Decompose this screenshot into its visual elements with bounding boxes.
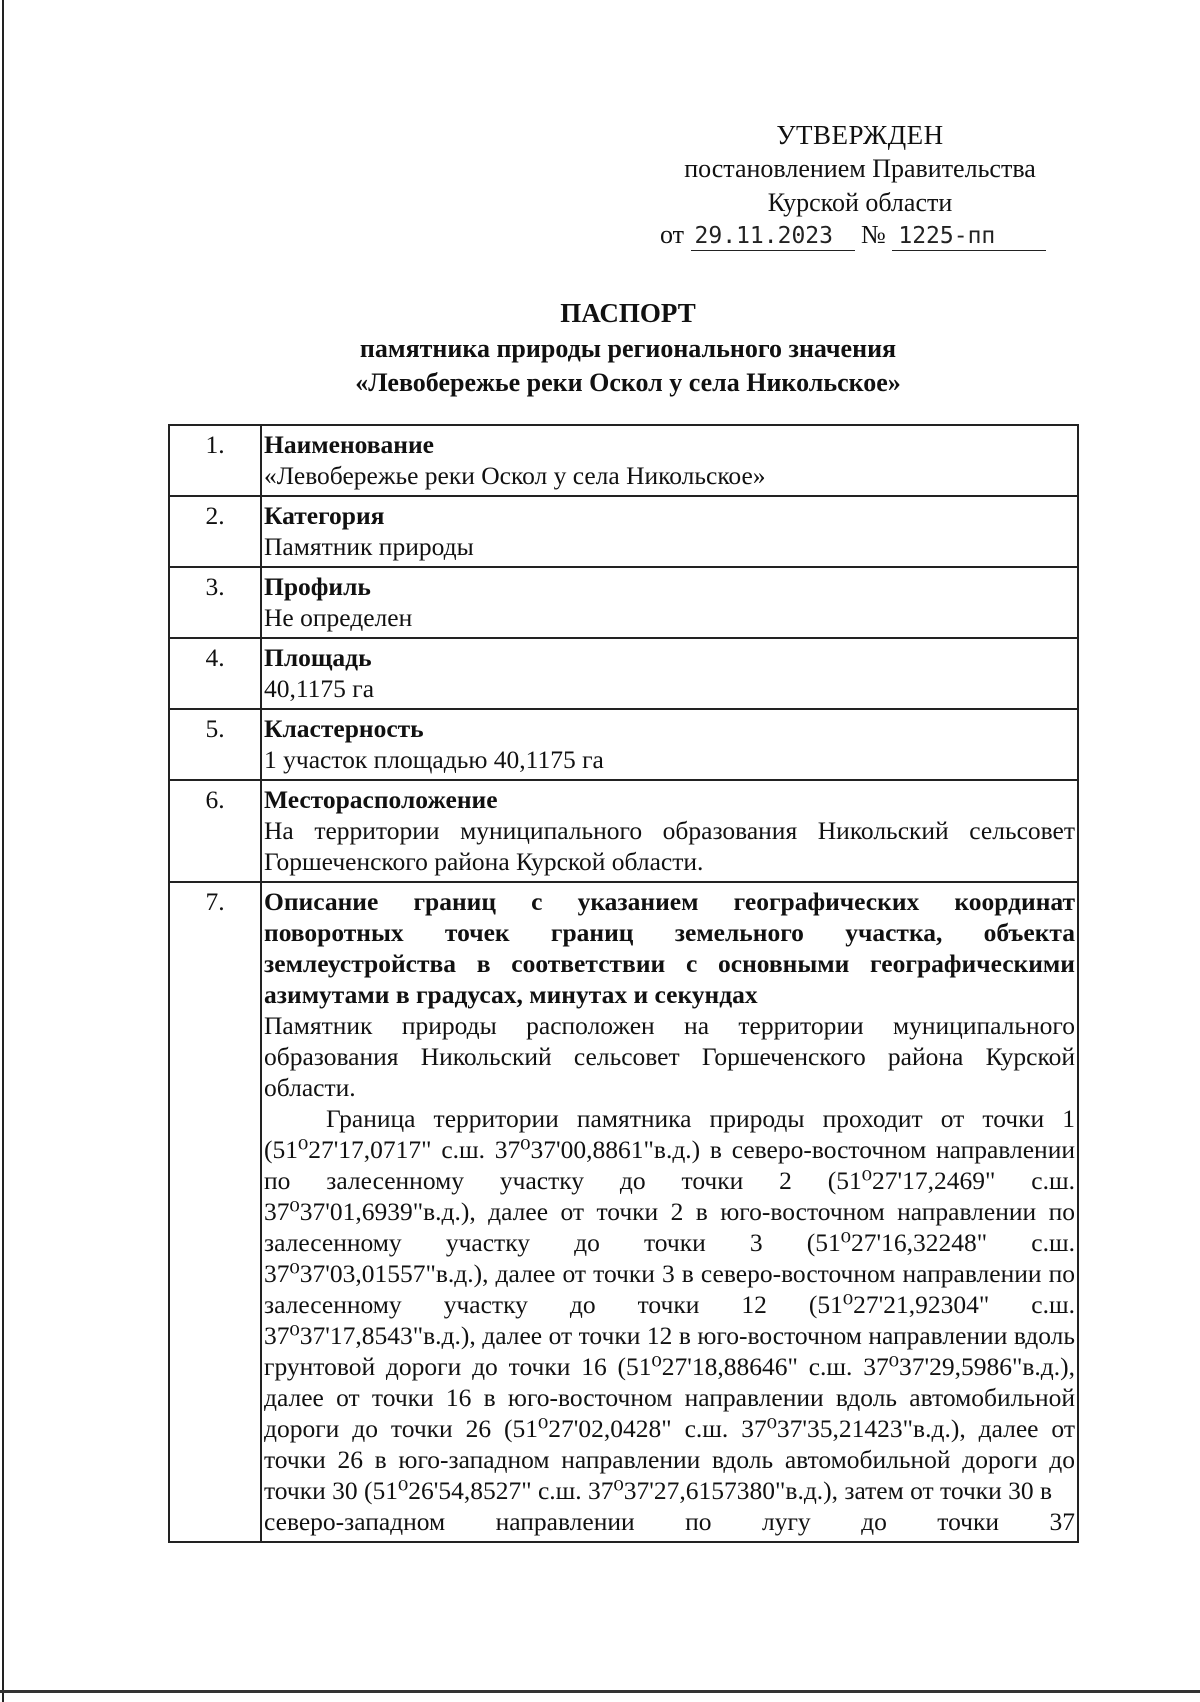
row-label: Профиль: [264, 572, 371, 601]
row-label: Наименование: [264, 430, 434, 459]
passport-table: [168, 424, 1079, 1543]
scan-bottom-edge: [0, 1690, 1200, 1693]
table-row: [169, 567, 1078, 638]
boundary-description: [264, 1103, 1075, 1537]
approval-date-line: [660, 220, 1046, 251]
doc-title: ПАСПОРТ: [560, 298, 696, 328]
table-row: [169, 780, 1078, 882]
row-number: 2.: [169, 496, 261, 567]
date-prefix: от: [660, 220, 685, 249]
row-content: [261, 567, 1078, 638]
table-row: [169, 709, 1078, 780]
row-content: [261, 780, 1078, 882]
row-label: Месторасположение: [264, 785, 498, 814]
table-row: [169, 425, 1078, 496]
row-content: [261, 425, 1078, 496]
row-number: 4.: [169, 638, 261, 709]
table-row: [169, 496, 1078, 567]
approval-number: 1225-пп: [898, 223, 996, 249]
approval-line-1: постановлением Правительства: [684, 154, 1036, 183]
row-value: Не определен: [264, 603, 413, 632]
number-prefix: №: [861, 220, 886, 249]
row-content: [261, 496, 1078, 567]
doc-subtitle: памятника природы регионального значения: [359, 334, 897, 363]
row-number: 7.: [169, 882, 261, 1542]
row-value: 1 участок площадью 40,1175 га: [264, 745, 604, 774]
row-content: [261, 882, 1078, 1542]
row-value: 40,1175 га: [264, 674, 375, 703]
row-content: [261, 709, 1078, 780]
approval-date: 29.11.2023: [694, 223, 834, 249]
approval-stamp: [640, 118, 1080, 220]
table-row: [169, 638, 1078, 709]
row-label: Кластерность: [264, 714, 424, 743]
boundary-paragraph: Граница территории памятника природы проходит от точки 1 (51⁰27'17,0717" с.ш. 37⁰37'00,8861"в.д.) в северо-восточном направлении по залесенному участку до точки 2 (51⁰27'17,2469" с.ш. 37⁰37'01,6939"в.д.), далее от точки 2 в юго-восточном направлении по залесенному участку до точки 3 (51⁰27'16,32248" с.ш. 37⁰37'03,01557"в.д.), далее от точки 3 в северо-восточном направлении по залесенному участку до точки 12 (51⁰27'21,92304" с.ш. 37⁰37'17,8543"в.д.), далее от точки 12 в юго-восточном направлении вдоль грунтовой дороги до точки 16 (51⁰27'18,88646" с.ш. 37⁰37'29,5986"в.д.), далее от точки 16 в юго-восточном направлении вдоль автомобильной дороги до точки 26 (51⁰27'02,0428" с.ш. 37⁰37'35,21423"в.д.), далее от точки 26 в юго-западном направлении вдоль автомобильной дороги до точки 30 (51⁰26'54,8527" с.ш. 37⁰37'27,6157380"в.д.), затем от точки 30 в: [264, 1104, 1075, 1505]
row-number: 6.: [169, 780, 261, 882]
row-value: «Левобережье реки Оскол у села Никольское»: [264, 461, 766, 490]
row-content: [261, 638, 1078, 709]
row-value: На территории муниципального образования Никольский сельсовет Горшеченского района Курской области.: [264, 816, 1075, 876]
approval-heading: УТВЕРЖДЕН: [776, 120, 944, 150]
row-number: 1.: [169, 425, 261, 496]
row-number: 3.: [169, 567, 261, 638]
row-value: Памятник природы расположен на территории муниципального образования Никольский сельсовет Горшеченского района Курской области.: [264, 1011, 1075, 1102]
table-row: [169, 882, 1078, 1542]
row-label: Категория: [264, 501, 385, 530]
boundary-paragraph-tail: северо-западном направлении по лугу до точки 37: [264, 1507, 1075, 1536]
approval-line-2: Курской области: [767, 188, 953, 217]
scan-left-edge: [2, 0, 4, 1702]
row-value: Памятник природы: [264, 532, 474, 561]
row-number: 5.: [169, 709, 261, 780]
doc-object-name: «Левобережье реки Оскол у села Никольское»: [355, 368, 901, 397]
row-label: Площадь: [264, 643, 372, 672]
row-label: Описание границ с указанием географических координат поворотных точек границ земельного участка, объекта землеустройства в соответствии с основными географическими азимутами в градусах, минутах и секундах: [264, 887, 1075, 1009]
